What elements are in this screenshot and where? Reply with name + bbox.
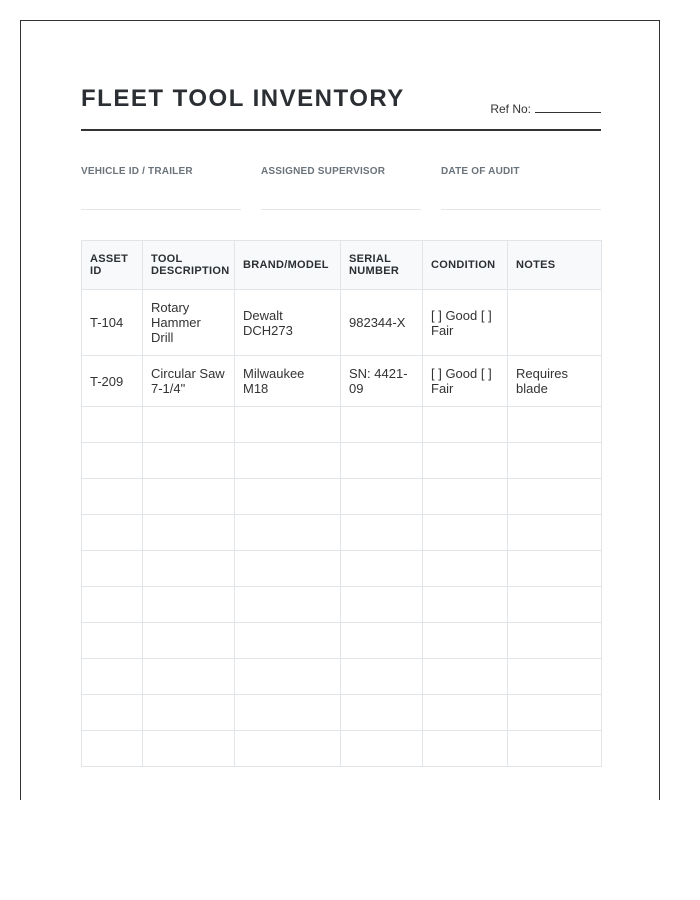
tool-description-cell[interactable] [143, 731, 235, 767]
brand-model-cell[interactable]: Dewalt DCH273 [235, 290, 341, 356]
asset-id-cell[interactable] [82, 479, 143, 515]
tool-description-cell[interactable]: Circular Saw 7-1/4" [143, 356, 235, 407]
condition-cell[interactable] [423, 515, 508, 551]
asset-id-cell[interactable] [82, 731, 143, 767]
tool-description-cell[interactable]: Rotary Hammer Drill [143, 290, 235, 356]
condition-cell[interactable] [423, 659, 508, 695]
notes-cell[interactable] [508, 731, 602, 767]
condition-cell[interactable]: [ ] Good [ ] Fair [423, 290, 508, 356]
tool-description-cell[interactable] [143, 695, 235, 731]
notes-cell[interactable] [508, 407, 602, 443]
page-title: FLEET TOOL INVENTORY [81, 85, 405, 112]
ref-number-field[interactable] [490, 102, 601, 116]
tool-description-cell[interactable] [143, 479, 235, 515]
brand-model-cell[interactable] [235, 731, 341, 767]
column-header-brand-model: BRAND/MODEL [235, 241, 341, 290]
serial-number-cell[interactable] [341, 407, 423, 443]
column-header-condition: CONDITION [423, 241, 508, 290]
column-header-tool-description: TOOL DESCRIPTION [143, 241, 235, 290]
asset-id-cell[interactable] [82, 587, 143, 623]
asset-id-cell[interactable]: T-104 [82, 290, 143, 356]
blank-table-row [82, 587, 602, 623]
serial-number-cell[interactable] [341, 551, 423, 587]
column-header-asset-id: ASSET ID [82, 241, 143, 290]
blank-table-row [82, 551, 602, 587]
brand-model-cell[interactable]: Milwaukee M18 [235, 356, 341, 407]
condition-cell[interactable] [423, 479, 508, 515]
notes-cell[interactable] [508, 290, 602, 356]
notes-cell[interactable] [508, 479, 602, 515]
date-of-audit-label: DATE OF AUDIT [441, 166, 520, 177]
audit-fields [81, 166, 601, 210]
inventory-sheet [20, 20, 660, 800]
condition-cell[interactable] [423, 695, 508, 731]
condition-cell[interactable] [423, 587, 508, 623]
blank-table-row [82, 479, 602, 515]
tool-description-cell[interactable] [143, 587, 235, 623]
blank-table-row [82, 659, 602, 695]
blank-table-row [82, 515, 602, 551]
vehicle-id-label: VEHICLE ID / TRAILER [81, 166, 193, 177]
serial-number-cell[interactable] [341, 443, 423, 479]
tool-description-cell[interactable] [143, 659, 235, 695]
table-row [82, 356, 602, 407]
asset-id-cell[interactable] [82, 623, 143, 659]
notes-cell[interactable] [508, 659, 602, 695]
column-header-notes: NOTES [508, 241, 602, 290]
brand-model-cell[interactable] [235, 587, 341, 623]
tool-description-cell[interactable] [143, 623, 235, 659]
asset-id-cell[interactable] [82, 515, 143, 551]
brand-model-cell[interactable] [235, 659, 341, 695]
date-of-audit-field[interactable] [441, 166, 601, 210]
table-header-row [82, 241, 602, 290]
brand-model-cell[interactable] [235, 407, 341, 443]
brand-model-cell[interactable] [235, 551, 341, 587]
notes-cell[interactable]: Requires blade [508, 356, 602, 407]
tool-description-cell[interactable] [143, 551, 235, 587]
assigned-supervisor-field[interactable] [261, 166, 421, 210]
inventory-table [81, 240, 602, 767]
tool-description-cell[interactable] [143, 443, 235, 479]
serial-number-cell[interactable] [341, 695, 423, 731]
blank-table-row [82, 731, 602, 767]
brand-model-cell[interactable] [235, 695, 341, 731]
column-header-serial-number: SERIAL NUMBER [341, 241, 423, 290]
ref-number-label: Ref No: [490, 102, 531, 116]
table-row [82, 290, 602, 356]
blank-table-row [82, 623, 602, 659]
tool-description-cell[interactable] [143, 407, 235, 443]
notes-cell[interactable] [508, 587, 602, 623]
notes-cell[interactable] [508, 551, 602, 587]
tool-description-cell[interactable] [143, 515, 235, 551]
asset-id-cell[interactable]: T-209 [82, 356, 143, 407]
serial-number-cell[interactable] [341, 731, 423, 767]
serial-number-cell[interactable] [341, 623, 423, 659]
condition-cell[interactable] [423, 731, 508, 767]
blank-table-row [82, 695, 602, 731]
blank-table-row [82, 443, 602, 479]
blank-table-row [82, 407, 602, 443]
notes-cell[interactable] [508, 623, 602, 659]
notes-cell[interactable] [508, 443, 602, 479]
document-header [81, 83, 601, 131]
asset-id-cell[interactable] [82, 443, 143, 479]
serial-number-cell[interactable] [341, 479, 423, 515]
serial-number-cell[interactable]: SN: 4421-09 [341, 356, 423, 407]
condition-cell[interactable] [423, 443, 508, 479]
serial-number-cell[interactable]: 982344-X [341, 290, 423, 356]
ref-number-line [535, 102, 601, 113]
condition-cell[interactable] [423, 407, 508, 443]
brand-model-cell[interactable] [235, 515, 341, 551]
asset-id-cell[interactable] [82, 407, 143, 443]
serial-number-cell[interactable] [341, 515, 423, 551]
notes-cell[interactable] [508, 695, 602, 731]
condition-cell[interactable]: [ ] Good [ ] Fair [423, 356, 508, 407]
condition-cell[interactable] [423, 551, 508, 587]
asset-id-cell[interactable] [82, 695, 143, 731]
brand-model-cell[interactable] [235, 623, 341, 659]
condition-cell[interactable] [423, 623, 508, 659]
serial-number-cell[interactable] [341, 587, 423, 623]
assigned-supervisor-label: ASSIGNED SUPERVISOR [261, 166, 386, 177]
notes-cell[interactable] [508, 515, 602, 551]
asset-id-cell[interactable] [82, 659, 143, 695]
asset-id-cell[interactable] [82, 551, 143, 587]
brand-model-cell[interactable] [235, 479, 341, 515]
serial-number-cell[interactable] [341, 659, 423, 695]
brand-model-cell[interactable] [235, 443, 341, 479]
vehicle-id-field[interactable] [81, 166, 241, 210]
